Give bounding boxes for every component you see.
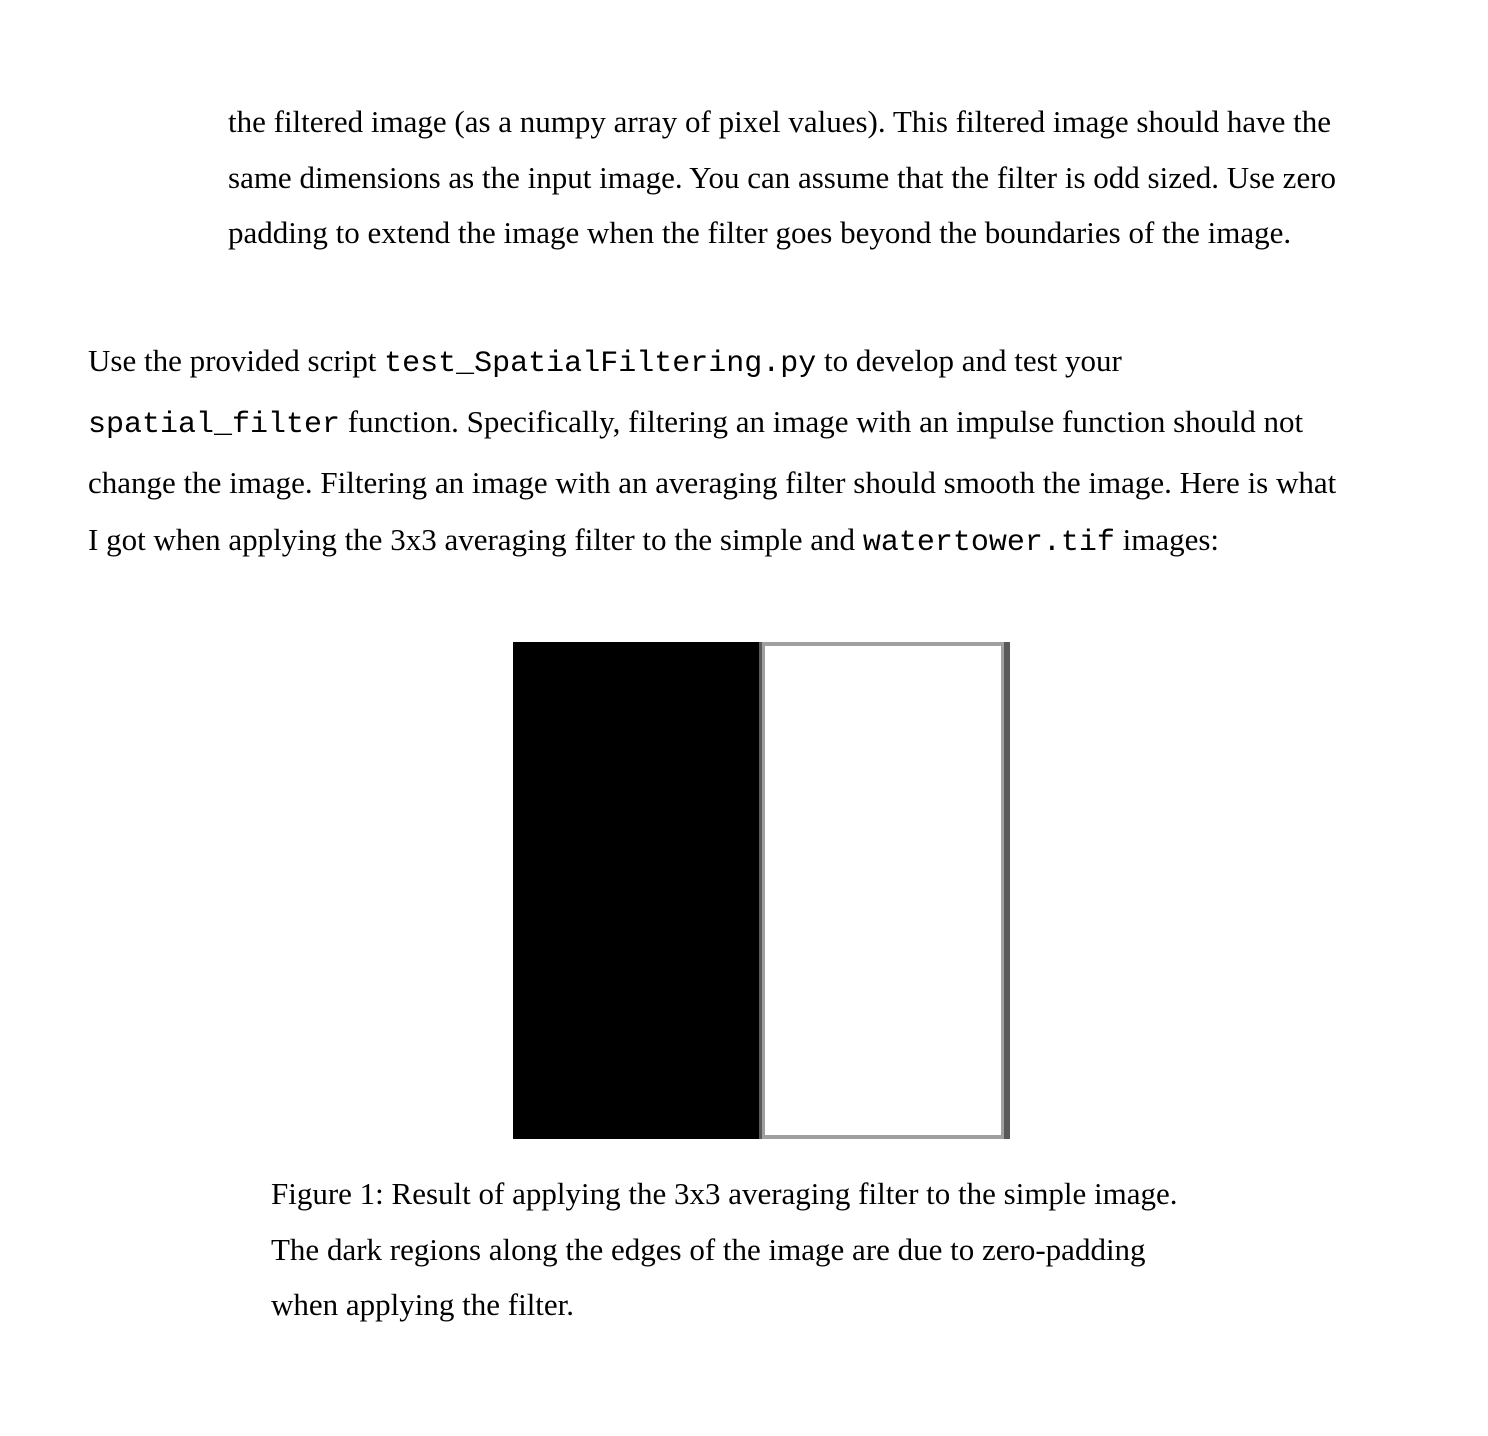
code-function-name: spatial_filter <box>88 408 341 442</box>
filtered-simple-image <box>513 642 1010 1139</box>
top-edge-padding <box>765 642 1007 646</box>
text-segment: images: <box>1114 522 1220 557</box>
text-segment: function. Specifically, filtering an image with an impulse function should not change the image. Filtering an image with an averaging filter should smooth the image. Here is what I got when applying the 3x3 averaging filter to the simple and <box>88 404 1337 557</box>
black-region <box>513 642 759 1139</box>
paragraph-filtered-image: the filtered image (as a numpy array of pixel values). This filtered image should have the same dimensions as the input image. You can assume that the filter is odd sized. Use zero padding to extend the image when the filter goes beyond the boundaries of the image. <box>228 104 1337 250</box>
right-edge-padding-dark <box>1004 642 1010 1139</box>
bottom-edge-padding <box>765 1135 1007 1139</box>
right-edge-padding-light <box>1001 642 1004 1139</box>
left-edge-transition-light <box>762 642 765 1139</box>
figure-caption: Figure 1: Result of applying the 3x3 averaging filter to the simple image. The dark regions along the edges of the image are due to zero-padding when applying the filter. <box>271 1176 1178 1322</box>
left-edge-transition-dark <box>759 642 762 1139</box>
text-segment: Use the provided script <box>88 343 385 378</box>
paragraph-test-instructions <box>88 332 1348 572</box>
code-script-name: test_SpatialFiltering.py <box>384 347 817 381</box>
text-segment: to develop and test your <box>816 343 1122 378</box>
code-file-name: watertower.tif <box>862 526 1115 560</box>
